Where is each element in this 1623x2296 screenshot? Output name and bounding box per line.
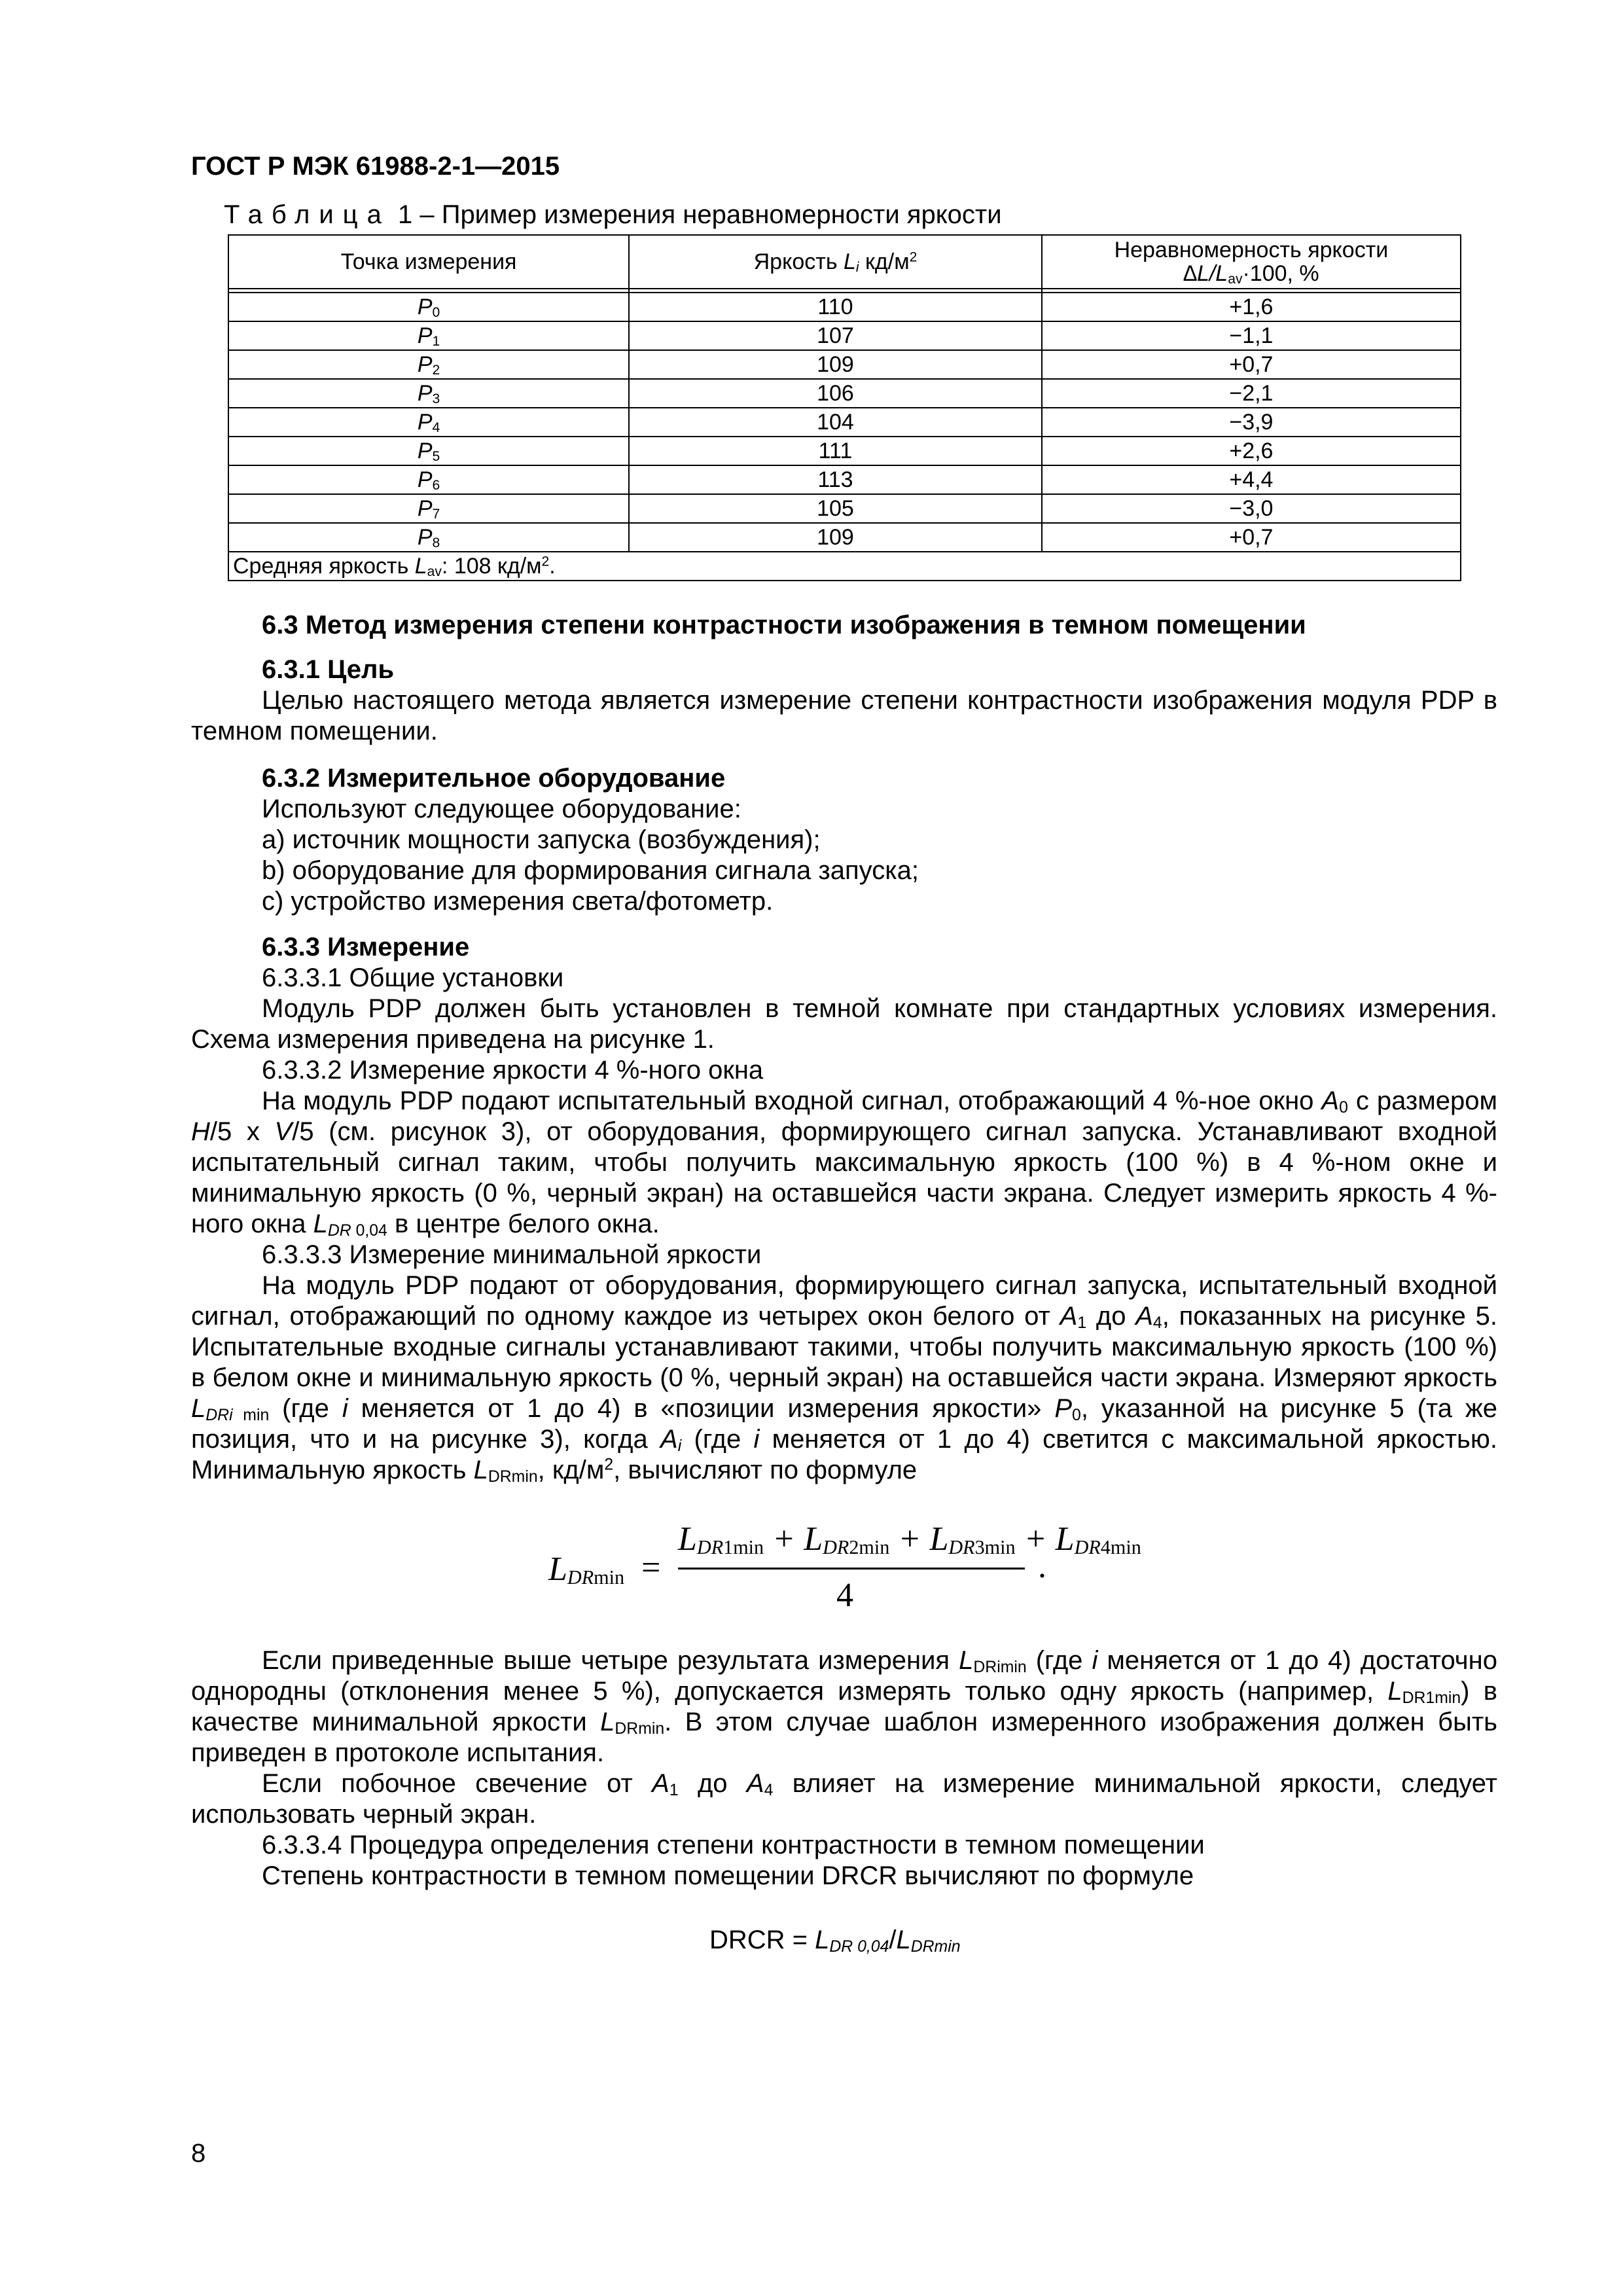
table-caption-text: 1 – Пример измерения неравномерности яркости	[397, 200, 1002, 229]
formula-equals: =	[641, 1549, 661, 1587]
table-note-row	[228, 552, 1461, 581]
col-header-luminance: Яркость $L_i$ $кд/м^2$	[629, 235, 1042, 289]
table-row: $P_1$ 107 −1,1	[228, 321, 1461, 350]
fraction-bar	[678, 1568, 1025, 1570]
table-row: $P_8$ 109 +0,7	[228, 523, 1461, 552]
paragraph-uniform-results: Если приведенные выше четыре результата измерения $L_{DRimin}$ (где i меняется от 1 до 4) достаточно однородны (отклонения менее 5 %), допускается измерять только одну яркость (например, $L_{DR1min}$) в качестве минимальной яркости $L_{DRmin}$. В этом случае шаблон измеренного изображения должен быть приведен в протоколе испытания.	[191, 1646, 1497, 1767]
heading-6-3-3-4: 6.3.3.4 Процедура определения степени контрастности в темном помещении	[262, 1831, 1205, 1859]
paragraph-6-3-3-1: Модуль PDP должен быть установлен в темной комнате при стандартных условиях измерения. Схема измерения приведена на рисунке 1.	[191, 994, 1497, 1054]
paragraph-6-3-3-4: Степень контрастности в темном помещении DRCR вычисляют по формуле	[262, 1861, 1194, 1890]
formula-drcr: DRCR = $L_{DR 0,04}/L_{DRmin}$	[709, 1926, 961, 1956]
table-row: $P_2$ 109 +0,7	[228, 350, 1461, 379]
table-row: $P_5$ 111 +2,6	[228, 437, 1461, 465]
formula-lhs: $L_{DRmin}$	[548, 1551, 625, 1589]
heading-6-3-1: 6.3.1 Цель	[262, 655, 395, 684]
heading-6-3-3: 6.3.3 Измерение	[262, 933, 470, 961]
luminance-table	[228, 234, 1461, 581]
page-number: 8	[191, 2139, 206, 2168]
table-row: $P_6$ 113 +4,4	[228, 465, 1461, 494]
table-row: $P_4$ 104 −3,9	[228, 408, 1461, 437]
formula-ldr-min	[548, 1520, 1177, 1624]
heading-6-3-2: 6.3.2 Измерительное оборудование	[262, 764, 726, 793]
paragraph-6-3-1: Целью настоящего метода является измерение степени контрастности изображения модуля PDP в темном помещении.	[191, 686, 1497, 745]
col-header-nonuniformity: Неравномерность яркости $\Delta L/L_{av}\cdot 100$, %	[1042, 235, 1461, 289]
paragraph-6-3-3-3: На модуль PDP подают от оборудования, формирующего сигнал запуска, испытательный входной сигнал, отображающий по одному каждое из четырех окон белого от $A_1$ до $A_4$, показанных на рисунке 5. Испытательные входные сигналы устанавливают такими, чтобы получить максимальную яркость (100 %) в белом окне и минимальную яркость (0 %, черный экран) на оставшейся части экрана. Измеряют яркость $L_{DRi min}$ (где i меняется от 1 до 4) в «позиции измерения яркости» $P_0$, указанной на рисунке 5 (та же позиция, что и на рисунке 3), когда $A_i$ (где i меняется от 1 до 4) светится с максимальной яркостью. Минимальную яркость $L_{DRmin}$, $кд/м^2$, вычисляют по формуле	[191, 1271, 1498, 1486]
table-row: $P_7$ 105 −3,0	[228, 494, 1461, 523]
formula-period: .	[1038, 1548, 1046, 1585]
table-caption-label: Таблица	[224, 200, 391, 229]
equipment-intro: Используют следующее оборудование:	[262, 795, 741, 823]
paragraph-6-3-3-2: На модуль PDP подают испытательный входной сигнал, отображающий 4 %-ное окно $A_0$ с размером H/5 х V/5 (см. рисунок 3), от оборудования, формирующего сигнал запуска. Устанавливают входной испытательный сигнал таким, чтобы получить максимальную яркость (100 %) в 4 %-ном окне и минимальную яркость (0 %, черный экран) на оставшейся части экрана. Следует измерить яркость 4 %-ного окна $L_{DR 0,04}$ в центре белого окна.	[191, 1086, 1497, 1240]
table-header-row	[228, 235, 1461, 289]
col-header-point: Точка измерения	[228, 235, 629, 289]
equipment-item: c) устройство измерения света/фотометр.	[262, 887, 774, 916]
formula-numerator: $L_{DR1min} + L_{DR2min} + L_{DR3min} + L_{DR4min}$	[678, 1520, 1141, 1559]
equipment-item: b) оборудование для формирования сигнала запуска;	[262, 856, 919, 885]
document-header: ГОСТ Р МЭК 61988-2-1—2015	[191, 152, 560, 181]
heading-6-3-3-3: 6.3.3.3 Измерение минимальной яркости	[262, 1240, 762, 1269]
table-caption	[224, 200, 1002, 230]
paragraph-side-glow: Если побочное свечение от $A_1$ до $A_4$ влияет на измерение минимальной яркости, следует использовать черный экран.	[191, 1769, 1497, 1829]
section-heading-6-3: 6.3 Метод измерения степени контрастности изображения в темном помещении	[262, 611, 1306, 639]
heading-6-3-3-2: 6.3.3.2 Измерение яркости 4 %-ного окна	[262, 1056, 764, 1085]
heading-6-3-3-1: 6.3.3.1 Общие установки	[262, 963, 564, 992]
table-row: $P_0$ 110 +1,6	[228, 293, 1461, 321]
formula-denominator: 4	[836, 1577, 853, 1614]
table-row: $P_3$ 106 −2,1	[228, 379, 1461, 408]
table-note: Средняя яркость $L_{av}$: 108 $кд/м^2$.	[228, 552, 1461, 581]
equipment-item: a) источник мощности запуска (возбуждения);	[262, 825, 821, 854]
